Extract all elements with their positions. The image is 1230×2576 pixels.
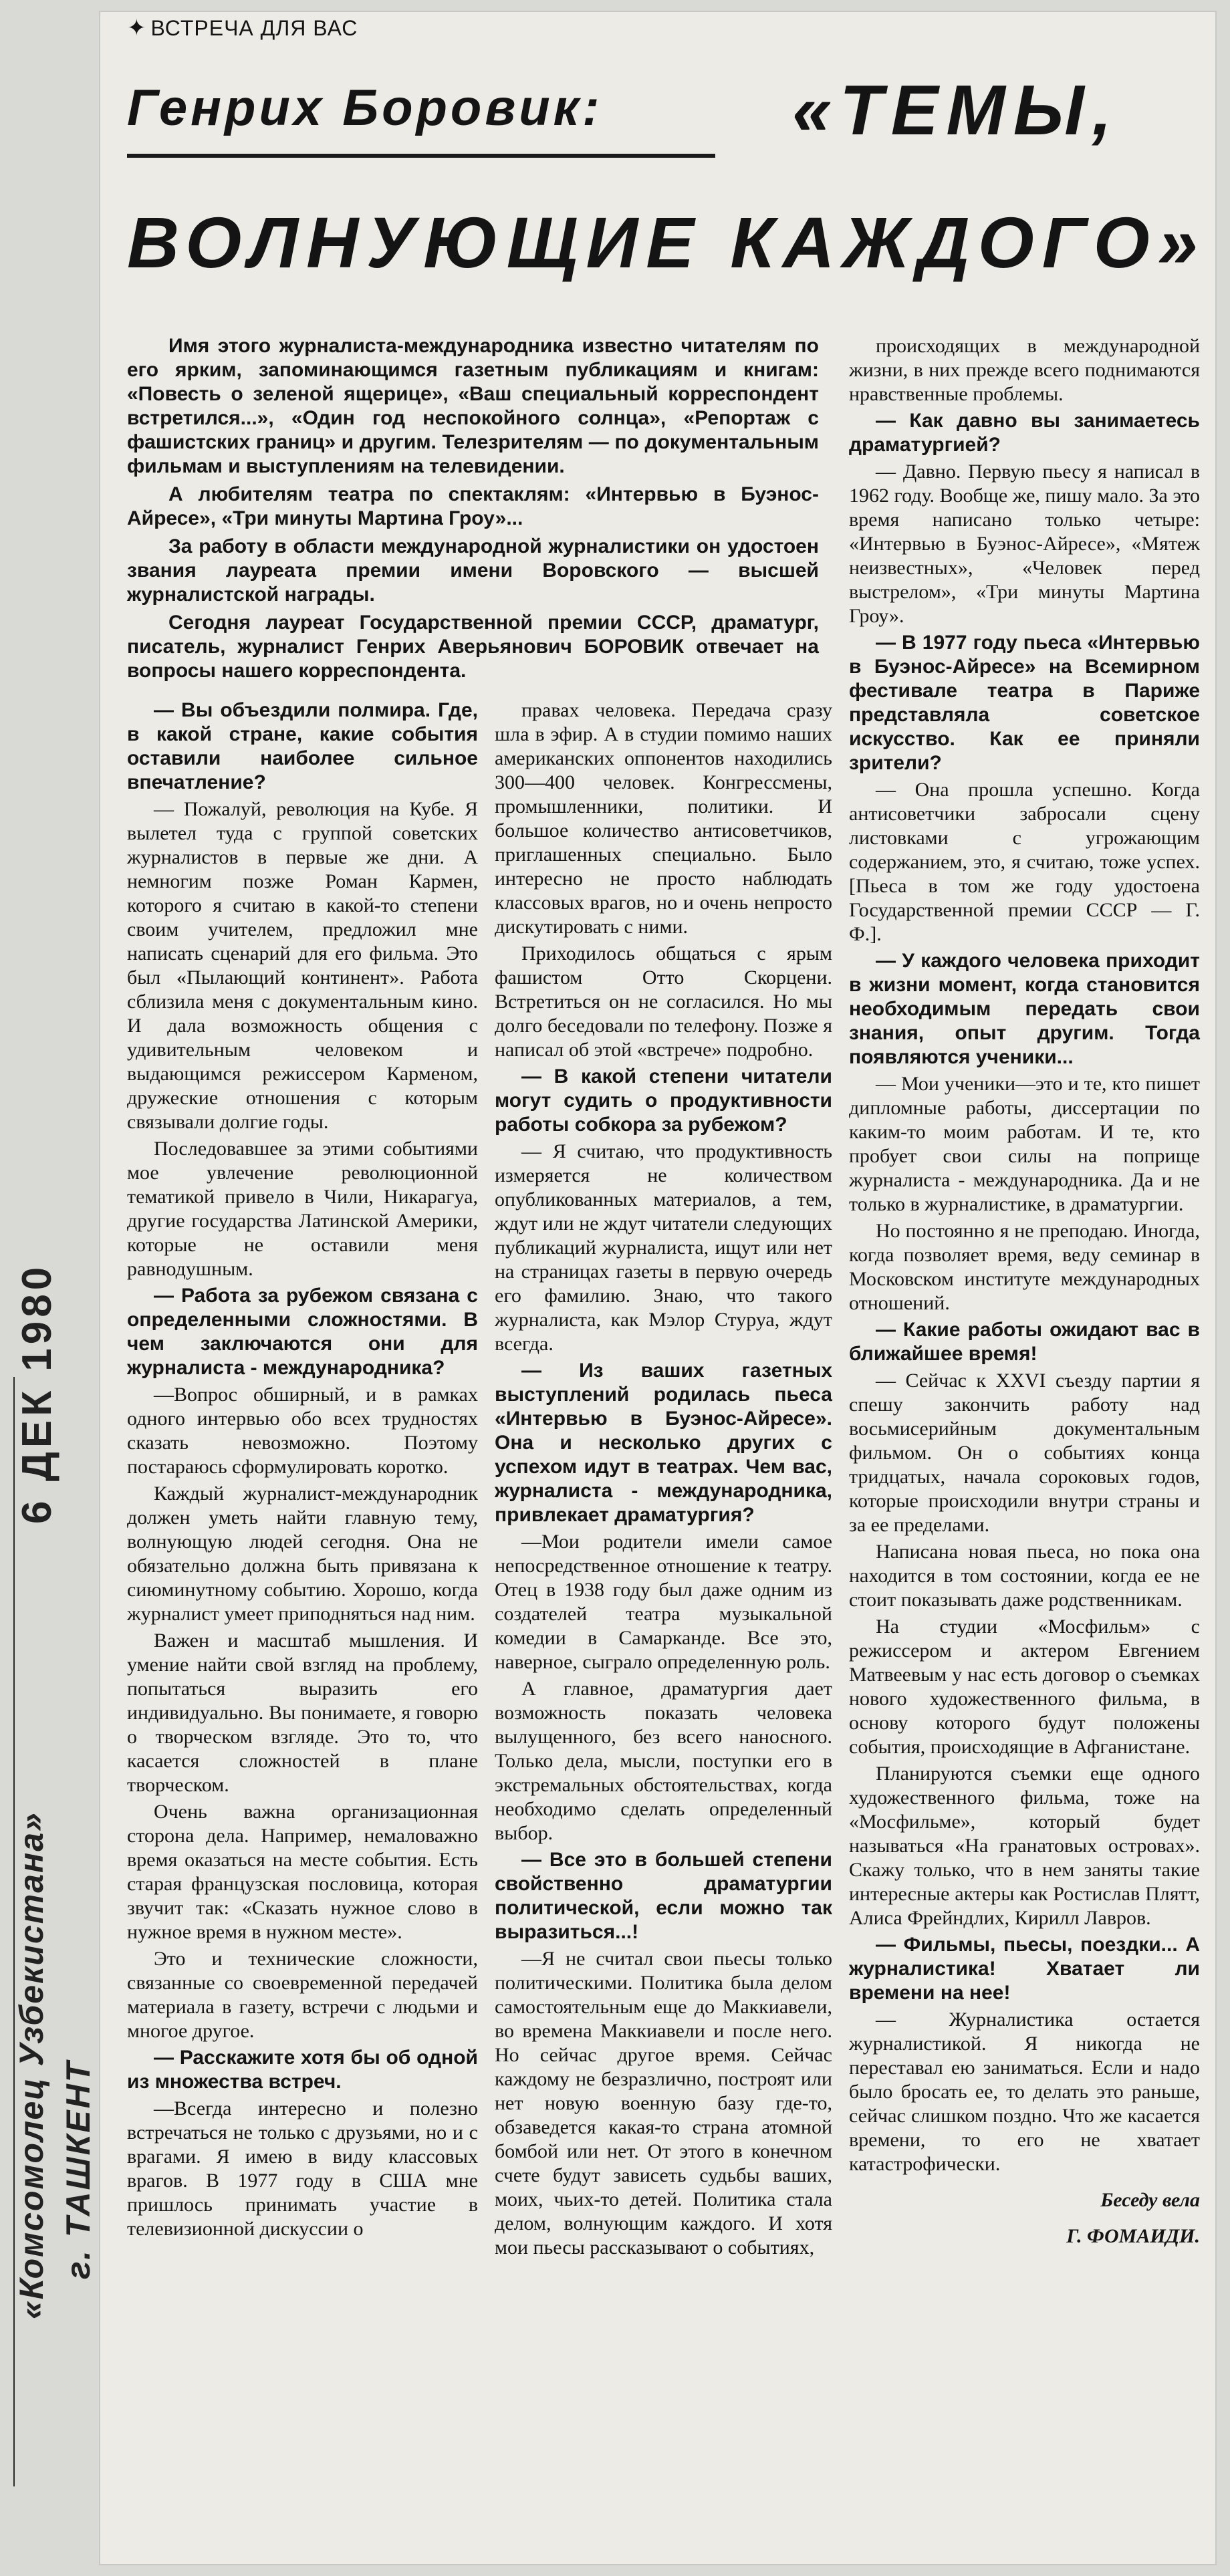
interview-question: — Вы объездили полмира. Где, в какой стране, какие события оставили наиболее сильное впечатление? xyxy=(127,699,478,793)
interview-answer: — Сейчас к XXVI съезду партии я спешу закончить работу над восьмисерийным документальным фильмом. Он о событиях конца тридцатых, начала сороковых годов, которые происходили внутри страны и за ее пределами. xyxy=(849,1370,1200,1536)
signature-name: Г. ФОМАИДИ. xyxy=(1066,2225,1200,2247)
date-stamp: 6 ДЕК 1980 xyxy=(14,1263,60,1524)
lead-paragraph: Имя этого журналиста-международника известно читателям по его ярким, запоминающимся газетным публикациям и книгам: «Повесть о зеленой ящерице», «Ваш специальный корреспондент встретился...», «Один год неспокойного солнца», «Репортаж с фашистских границ» и другим. Телезрителям — по документальным фильмам и выступлениям на телевидении. xyxy=(127,335,819,477)
interview-answer: — Я считаю, что продуктивность измеряется не количеством опубликованных материалов, а тем, ждут или не ждут читатели следующих публикаций журналиста, ищут или нет на страницах газеты в первую очередь его фамилию. Знаю, что такого журналиста, как Мэлор Стуруа, ждут всегда. xyxy=(495,1140,832,1355)
interview-question: — Все это в большей степени свойственно драматургии политической, если можно так выразиться...! xyxy=(495,1849,832,1943)
interview-answer: Последовавшее за этими событиями мое увлечение революционной тематикой привело в Чили, Никарагуа, другие государства Латинской Америки, которые не оставили меня равнодушным. xyxy=(127,1138,478,1280)
interview-answer: —Всегда интересно и полезно встречаться не только с друзьями, но и с врагами. Я имею в виду классовых врагов. В 1977 году в США мне пришлось принимать участие в телевизионной дискуссии о xyxy=(127,2097,478,2240)
headline-line-1: «ТЕМЫ, xyxy=(792,71,1120,150)
interview-answer: На студии «Мосфильм» с режиссером и актером Евгением Матвеевым у нас есть договор о съемках нового художественного фильма, в основу которого будут положены события, происходящие в Афганистане. xyxy=(849,1616,1200,1758)
lead-paragraph: Сегодня лауреат Государственной премии СССР, драматург, писатель, журналист Генрих Аверьянович БОРОВИК отвечает на вопросы нашего корреспондента. xyxy=(127,612,819,682)
heading-rule xyxy=(127,154,715,158)
interview-question: — В 1977 году пьеса «Интервью в Буэнос-Айресе» на Всемирном фестивале театра в Париже представляла советское искусство. Как ее приняли зрители? xyxy=(849,632,1200,774)
newspaper-name-stamp: «Комсомолец Узбекистана» xyxy=(13,1811,50,2319)
interview-answer: Очень важна организационная сторона дела. Например, немаловажно время оказаться на месте события. Есть старая французская пословица, которая звучит так: «Сказать нужное слово в нужное время в нужном месте». xyxy=(127,1801,478,1943)
interview-question: — Фильмы, пьесы, поездки... А журналистика! Хватает ли времени на нее! xyxy=(849,1934,1200,2004)
interview-answer: правах человека. Передача сразу шла в эфир. А в студии помимо наших американских оппонентов находились 300—400 человек. Конгрессмены, промышленники, политики. И большое количество антисоветчиков, приглашенных специально. Было интересно не просто наблюдать классовых врагов, но и очень непросто дискутировать с ними. xyxy=(495,699,832,938)
interview-answer: —Мои родители имели самое непосредственное отношение к театру. Отец в 1938 году был даже одним из создателей театра музыкальной комедии в Самарканде. Все это, наверное, сыграло определенную роль. xyxy=(495,1531,832,1673)
interview-answer: А главное, драматургия дает возможность показать человека вылущенного, без всего наносного. Только дела, мысли, поступки его в экстремальных обстоятельствах, когда необходимо сделать определенный выбор. xyxy=(495,1678,832,1844)
interview-question: — Какие работы ожидают вас в ближайшее время! xyxy=(849,1319,1200,1365)
interview-answer: — Давно. Первую пьесу я написал в 1962 году. Вообще же, пишу мало. За это время написано только четыре: «Интервью в Буэнос-Айресе», «Мятеж неизвестных», «Человек перед выстрелом», «Три минуты Мартина Гроу». xyxy=(849,461,1200,627)
interview-answer: Важен и масштаб мышления. И умение найти свой взгляд на проблему, попытаться выразить его индивидуально. Вы понимаете, я говорю о творческом взгляде. Это то, что касается сложностей в плане творческом. xyxy=(127,1630,478,1796)
lead-paragraph: За работу в области международной журналистики он удостоен звания лауреата премии имени Воровского — высшей журналистской награды. xyxy=(127,535,819,606)
author-name: Генрих Боровик: xyxy=(127,80,603,136)
headline-line-2: ВОЛНУЮЩИЕ КАЖДОГО» xyxy=(127,202,1206,283)
interview-question: — В какой степени читатели могут судить о продуктивности работы собкора за рубежом? xyxy=(495,1065,832,1136)
interview-answer: Планируются съемки еще одного художественного фильма, тоже на «Мосфильме», который будет называться «На гранатовых островах». Скажу только, что в нем заняты такие интересные актеры как Ростислав Плятт, Алиса Фрейндлих, Кирилл Лавров. xyxy=(849,1763,1200,1929)
interview-answer: Это и технические сложности, связанные со своевременной передачей материала в газету, встречи с людьми и многое другое. xyxy=(127,1948,478,2042)
interview-question: — Расскажите хотя бы об одной из множества встреч. xyxy=(127,2047,478,2093)
column-1 xyxy=(127,698,478,2244)
interview-answer: — Она прошла успешно. Когда антисоветчики забросали сцену листовками с угрожающим содержанием, это, я считаю, тоже успех. [Пьеса в том же году удостоена Государственной премии СССР — Г. Ф.]. xyxy=(849,779,1200,945)
interview-answer: Приходилось общаться с ярым фашистом Отто Скорцени. Встретиться он не согласился. Но мы долго беседовали по телефону. Позже я написал об этой «встрече» подробно. xyxy=(495,942,832,1061)
rubric xyxy=(127,15,358,41)
interview-question: — Работа за рубежом связана с определенными сложностями. В чем заключаются они для журналиста - международника? xyxy=(127,1285,478,1379)
lead-paragraphs xyxy=(127,334,819,687)
interview-answer: — Пожалуй, революция на Кубе. Я вылетел туда с группой советских журналистов в первые же дни. А немногим позже Роман Кармен, которого я считаю в какой-то степени своим учителем, предложил мне написать сценарий для его фильма. Это был «Пылающий континент». Работа сблизила меня с документальным кино. И дала возможность общения с удивительным человеком и выдающимся режиссером Карменом, дружеские отношения с которым связывали долгие годы. xyxy=(127,798,478,1133)
interview-answer: —Вопрос обширный, и в рамках одного интервью обо всех трудностях сказать невозможно. Поэтому постараюсь сформулировать коротко. xyxy=(127,1384,478,1478)
interview-answer: — Мои ученики—это и те, кто пишет дипломные работы, диссертации по каким-то моим работам. И те, кто пробует свои силы на поприще журналиста - международника. Да и не только в журналистике, в драматургии. xyxy=(849,1073,1200,1215)
interview-answer: —Я не считал свои пьесы только политическими. Политика была делом самостоятельным еще до Маккиавели, во времена Маккиавели и после него. Но сейчас другое время. Сейчас каждому не безразлично, построят или нет новую военную базу где-то, обзаведется какая-то страна атомной бомбой или нет. От этого в конечном счете будут зависеть судьбы ваших, моих, чьих-то детей. Политика стала делом, волнующим каждого. И хотя мои пьесы рассказывают о событиях, xyxy=(495,1948,832,2259)
rubric-label: ВСТРЕЧА ДЛЯ ВАС xyxy=(150,15,358,40)
interview-answer: — Журналистика остается журналистикой. Я никогда не переставал ею заниматься. Если и надо было бросать ее, то делать это раньше, сейчас слишком поздно. Что же касается времени, то его не хватает катастрофически. xyxy=(849,2009,1200,2175)
interview-answer: Каждый журналист-международник должен уметь найти главную тему, волнующую людей сегодня. Она не обязательно должна быть привязана к сиюминутному событию. Хорошо, когда журналист умеет приподняться над ним. xyxy=(127,1483,478,1625)
interview-answer: происходящих в международной жизни, в них прежде всего поднимаются нравственные проблемы. xyxy=(849,335,1200,405)
interview-question: — У каждого человека приходит в жизни момент, когда становится необходимым передать свои знания, опыт другим. Тогда появляются ученики... xyxy=(849,950,1200,1068)
column-2 xyxy=(495,698,832,2263)
interview-question: — Как давно вы занимаетесь драматургией? xyxy=(849,410,1200,456)
interview-question: — Из ваших газетных выступлений родилась пьеса «Интервью в Буэнос-Айресе». Она и несколько других с успехом идут в театрах. Чем вас, журналиста - международника, привлекает драматургия? xyxy=(495,1360,832,1526)
column-3 xyxy=(849,334,1200,2251)
interview-answer: Написана новая пьеса, но пока она находится в том состоянии, когда ее не стоит показывать даже родственникам. xyxy=(849,1541,1200,1611)
signature-intro: Беседу вела xyxy=(1100,2189,1200,2211)
interview-answer: Но постоянно я не преподаю. Иногда, когда позволяет время, веду семинар в Московском институте международных отношений. xyxy=(849,1220,1200,1314)
city-stamp: г. ТАШКЕНТ xyxy=(59,2059,97,2279)
lead-paragraph: А любителям театра по спектаклям: «Интервью в Буэнос-Айресе», «Три минуты Мартина Гроу»... xyxy=(127,483,819,529)
star-icon: ✦ xyxy=(127,15,147,41)
